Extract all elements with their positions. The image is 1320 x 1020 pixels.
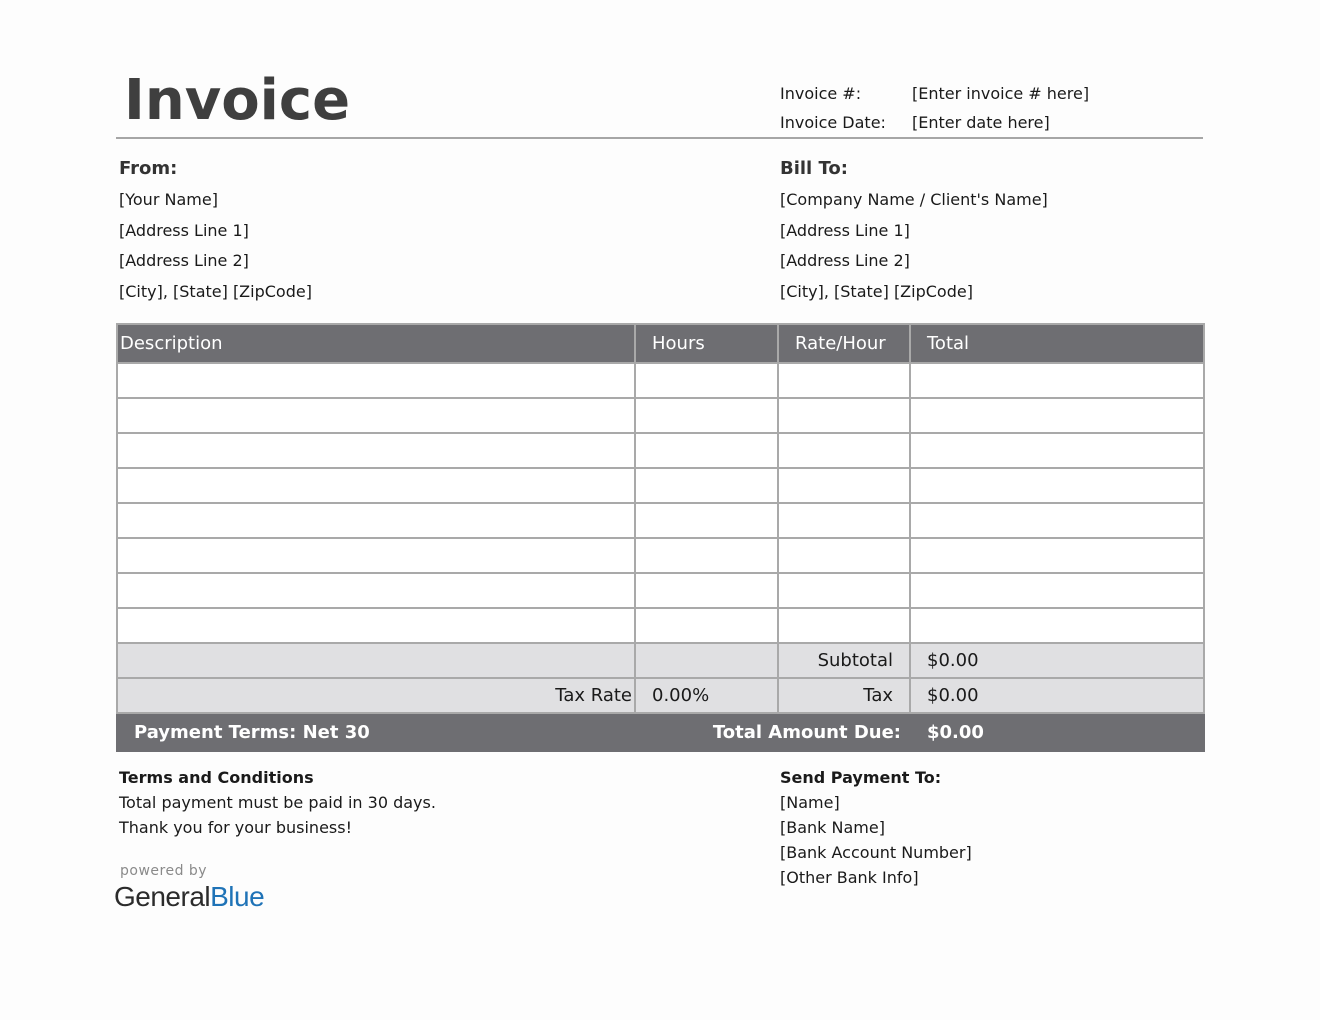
subtotal-row bbox=[117, 643, 1204, 678]
powered-by-text: powered by bbox=[120, 863, 208, 879]
table-row bbox=[117, 503, 1204, 538]
subtotal-value: $0.00 bbox=[910, 643, 1204, 678]
total-cell[interactable] bbox=[910, 538, 1204, 573]
total-cell[interactable] bbox=[910, 503, 1204, 538]
from-name[interactable]: [Your Name] bbox=[119, 190, 218, 209]
payment-terms: Payment Terms: Net 30 bbox=[117, 713, 635, 751]
table-row bbox=[117, 468, 1204, 503]
description-cell[interactable] bbox=[117, 468, 635, 503]
payment-bank-name[interactable]: [Bank Name] bbox=[780, 818, 885, 837]
bill-to-address bbox=[780, 185, 1048, 307]
total-due-label: Total Amount Due: bbox=[635, 713, 910, 751]
hours-cell[interactable] bbox=[635, 573, 778, 608]
payment-other-info[interactable]: [Other Bank Info] bbox=[780, 868, 919, 887]
description-cell[interactable] bbox=[117, 573, 635, 608]
hours-cell[interactable] bbox=[635, 363, 778, 398]
table-row bbox=[117, 363, 1204, 398]
column-header-total: Total bbox=[910, 324, 1204, 363]
description-cell[interactable] bbox=[117, 363, 635, 398]
description-cell[interactable] bbox=[117, 608, 635, 643]
table-row bbox=[117, 573, 1204, 608]
description-cell[interactable] bbox=[117, 433, 635, 468]
terms-line: Total payment must be paid in 30 days. bbox=[119, 793, 436, 812]
hours-cell[interactable] bbox=[635, 468, 778, 503]
tax-label: Tax bbox=[778, 678, 910, 713]
payment-account-number[interactable]: [Bank Account Number] bbox=[780, 843, 972, 862]
total-cell[interactable] bbox=[910, 468, 1204, 503]
from-address bbox=[119, 185, 312, 307]
terms-heading: Terms and Conditions bbox=[119, 768, 314, 787]
bill-to-heading: Bill To: bbox=[780, 158, 848, 179]
total-cell[interactable] bbox=[910, 608, 1204, 643]
tax-row bbox=[117, 678, 1204, 713]
send-payment-heading: Send Payment To: bbox=[780, 768, 942, 787]
payment-name[interactable]: [Name] bbox=[780, 793, 840, 812]
terms-text bbox=[119, 790, 436, 840]
from-heading: From: bbox=[119, 158, 178, 179]
description-cell[interactable] bbox=[117, 538, 635, 573]
hours-cell[interactable] bbox=[635, 538, 778, 573]
total-row bbox=[117, 713, 1204, 751]
invoice-number-label: Invoice #: bbox=[780, 84, 862, 103]
bill-to-city-state-zip[interactable]: [City], [State] [ZipCode] bbox=[780, 281, 973, 301]
generalblue-logo[interactable] bbox=[114, 881, 264, 913]
rate-cell[interactable] bbox=[778, 503, 910, 538]
column-header-rate: Rate/Hour bbox=[778, 324, 910, 363]
rate-cell[interactable] bbox=[778, 608, 910, 643]
description-cell[interactable] bbox=[117, 503, 635, 538]
column-header-description: Description bbox=[117, 324, 635, 363]
empty-cell bbox=[635, 643, 778, 678]
logo-blue: Blue bbox=[210, 881, 265, 912]
invoice-date-label: Invoice Date: bbox=[780, 113, 886, 132]
bill-to-address-line-1[interactable]: [Address Line 1] bbox=[780, 220, 910, 240]
bill-to-name[interactable]: [Company Name / Client's Name] bbox=[780, 190, 1048, 209]
table-row bbox=[117, 538, 1204, 573]
line-items-table bbox=[116, 323, 1205, 752]
total-cell[interactable] bbox=[910, 573, 1204, 608]
description-cell[interactable] bbox=[117, 398, 635, 433]
total-due-value: $0.00 bbox=[910, 713, 1204, 751]
tax-rate-field[interactable]: 0.00% bbox=[635, 678, 778, 713]
rate-cell[interactable] bbox=[778, 573, 910, 608]
rate-cell[interactable] bbox=[778, 538, 910, 573]
total-cell[interactable] bbox=[910, 433, 1204, 468]
logo-general: General bbox=[114, 881, 211, 912]
hours-cell[interactable] bbox=[635, 433, 778, 468]
invoice-number-field[interactable]: [Enter invoice # here] bbox=[912, 84, 1090, 103]
bill-to-address-line-2[interactable]: [Address Line 2] bbox=[780, 251, 910, 270]
column-header-hours: Hours bbox=[635, 324, 778, 363]
rate-cell[interactable] bbox=[778, 468, 910, 503]
rate-cell[interactable] bbox=[778, 398, 910, 433]
send-payment-details bbox=[780, 790, 972, 890]
from-address-line-1[interactable]: [Address Line 1] bbox=[119, 220, 249, 240]
empty-cell bbox=[117, 643, 635, 678]
table-header-row bbox=[117, 324, 1204, 363]
hours-cell[interactable] bbox=[635, 398, 778, 433]
tax-value: $0.00 bbox=[910, 678, 1204, 713]
header-divider bbox=[116, 137, 1203, 139]
table-row bbox=[117, 433, 1204, 468]
hours-cell[interactable] bbox=[635, 608, 778, 643]
rate-cell[interactable] bbox=[778, 363, 910, 398]
invoice-date-field[interactable]: [Enter date here] bbox=[912, 113, 1050, 132]
table-row bbox=[117, 608, 1204, 643]
tax-rate-label: Tax Rate bbox=[117, 678, 635, 713]
terms-line: Thank you for your business! bbox=[119, 818, 352, 837]
rate-cell[interactable] bbox=[778, 433, 910, 468]
subtotal-label: Subtotal bbox=[778, 643, 910, 678]
hours-cell[interactable] bbox=[635, 503, 778, 538]
from-address-line-2[interactable]: [Address Line 2] bbox=[119, 251, 249, 270]
total-cell[interactable] bbox=[910, 398, 1204, 433]
page-title: Invoice bbox=[124, 68, 351, 133]
total-cell[interactable] bbox=[910, 363, 1204, 398]
table-row bbox=[117, 398, 1204, 433]
from-city-state-zip[interactable]: [City], [State] [ZipCode] bbox=[119, 281, 312, 301]
